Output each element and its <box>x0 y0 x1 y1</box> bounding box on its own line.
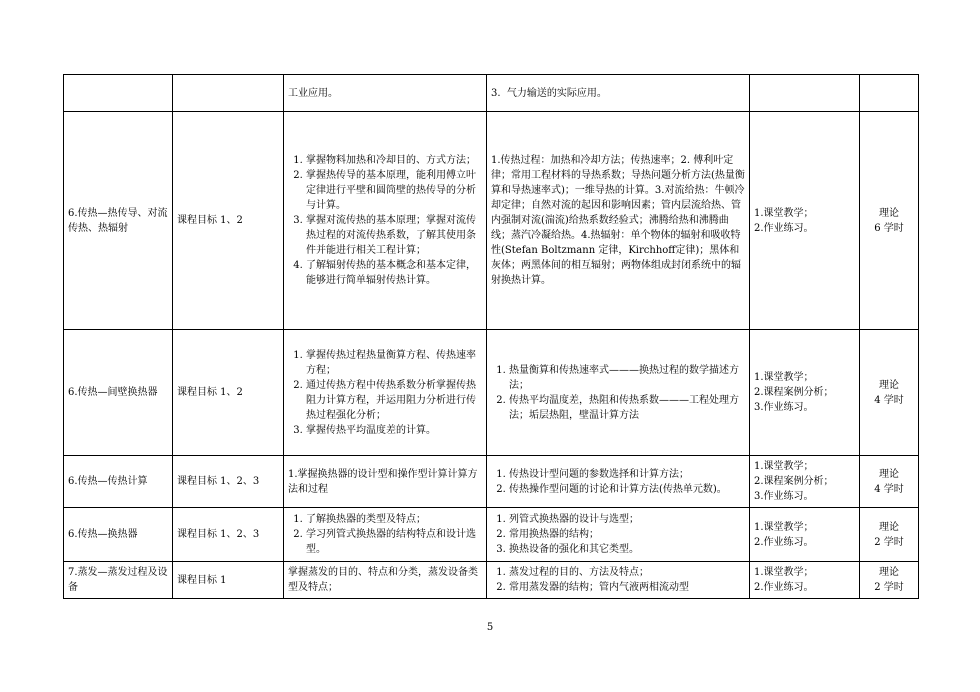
goal-cell <box>173 456 284 508</box>
unit-cell <box>64 456 173 508</box>
objectives-cell <box>284 112 487 330</box>
table-row <box>64 562 919 599</box>
teaching-method: 2.课程案例分析； <box>754 476 834 487</box>
content-list <box>491 565 745 595</box>
objectives-cell <box>284 562 487 599</box>
hours-count: 4 学时 <box>874 483 904 495</box>
course-table <box>63 74 919 599</box>
unit-title: 6.传热—换热器 <box>68 529 138 540</box>
content-cell <box>487 330 750 456</box>
unit-cell <box>64 508 173 562</box>
teaching-method: 1.课堂教学； <box>754 567 814 578</box>
teaching-method: 1.课堂教学； <box>754 521 814 533</box>
hours-cell <box>860 112 919 330</box>
list-item: 3. 掌握传热平均温度差的计算。 <box>306 423 482 438</box>
hours-cell <box>860 330 919 456</box>
teaching-method: 2.作业练习。 <box>754 582 814 593</box>
unit-cell <box>64 330 173 456</box>
content-cell <box>487 75 750 112</box>
list-item: 3. 掌握对流传热的基本原理；掌握对流传热过程的对流传热系数，了解其使用条件并能进行相关工程计算； <box>306 213 482 258</box>
content-list <box>491 467 745 497</box>
objectives-cell <box>284 508 487 562</box>
hours-type: 理论 <box>879 468 899 480</box>
list-item: 1. 蒸发过程的目的、方法及特点； <box>509 565 745 580</box>
hours-cell <box>860 562 919 599</box>
unit-title: 7.蒸发—蒸发过程及设备 <box>68 567 168 593</box>
objectives-text: 1.掌握换热器的设计型和操作型计算计算方法和过程 <box>288 468 478 495</box>
teaching-method: 3.作业练习。 <box>754 402 814 413</box>
content-cell <box>487 456 750 508</box>
objectives-cell <box>284 456 487 508</box>
method-cell <box>750 456 860 508</box>
list-item: 2. 通过传热方程中传热系数分析掌握传热阻力计算方程，并运用阻力分析进行传热过程强化分析； <box>306 378 482 423</box>
goal-cell <box>173 330 284 456</box>
table-row <box>64 330 919 456</box>
content-cell <box>487 508 750 562</box>
list-item: 1. 列管式换热器的设计与选型； <box>509 512 745 527</box>
content-list <box>491 363 745 423</box>
list-item: 2. 掌握热传导的基本原理，能利用傅立叶定律进行平壁和圆筒壁的热传导的分析与计算。 <box>306 168 482 213</box>
objectives-cell <box>284 330 487 456</box>
hours-cell <box>860 456 919 508</box>
method-cell <box>750 112 860 330</box>
teaching-method: 1.课堂教学； <box>754 207 814 219</box>
teaching-method: 2.课程案例分析； <box>754 387 834 398</box>
hours-count: 2 学时 <box>874 582 904 593</box>
unit-cell <box>64 112 173 330</box>
hours-count: 4 学时 <box>874 394 904 406</box>
goal-cell <box>173 508 284 562</box>
list-item: 1. 了解换热器的类型及特点； <box>306 512 482 527</box>
teaching-method: 2.作业练习。 <box>754 222 814 234</box>
objectives-text: 掌握蒸发的目的、特点和分类，蒸发设备类型及特点； <box>288 567 478 593</box>
unit-title: 6.传热—热传导、对流传热、热辐射 <box>68 207 168 234</box>
list-item: 3. 换热设备的强化和其它类型。 <box>509 542 745 557</box>
goal-cell <box>173 112 284 330</box>
list-item: 2. 学习列管式换热器的结构特点和设计选型。 <box>306 527 482 557</box>
unit-cell <box>64 75 173 112</box>
list-item: 1. 掌握物料加热和冷却目的、方式方法； <box>306 153 482 168</box>
hours-count: 6 学时 <box>874 222 904 234</box>
teaching-method: 1.课堂教学； <box>754 461 814 472</box>
course-goal: 课程目标 1、2、3 <box>177 529 260 540</box>
page-number: 5 <box>486 622 494 633</box>
content-text: 1.传热过程：加热和冷却方法；传热速率；2. 傅利叶定律；常用工程材料的导热系数；导热问题分析方法(热量衡算和导热速率式)；一维导热的计算。3.对流给热：牛顿冷却定律；自然对流的起因和影响因素；管内层流给热、管内强制对流(湍流)给热系数经验式；沸腾给热和沸腾曲线；蒸汽冷凝给热。4.热辐射：单个物体的辐射和吸收特性(Stefan Boltzmann 定律，Kirchhoff定律)；黑体和灰体；两黑体间的相互辐射；两物体组成封闭系统中的辐射换热计算。 <box>491 155 745 286</box>
content-cell <box>487 112 750 330</box>
objectives-list <box>288 512 482 557</box>
unit-title: 6.传热—传热计算 <box>68 476 148 487</box>
table-row <box>64 456 919 508</box>
objectives-text: 工业应用。 <box>288 87 338 99</box>
hours-count: 2 学时 <box>874 536 904 548</box>
list-item: 1. 掌握传热过程热量衡算方程、传热速率方程； <box>306 348 482 378</box>
teaching-method: 2.作业练习。 <box>754 536 814 548</box>
list-item: 1. 传热设计型问题的参数选择和计算方法； <box>509 467 745 482</box>
table-row <box>64 112 919 330</box>
course-goal: 课程目标 1、2、3 <box>177 476 260 487</box>
unit-cell <box>64 562 173 599</box>
hours-cell <box>860 75 919 112</box>
course-goal: 课程目标 1、2 <box>177 215 243 226</box>
list-item: 2. 常用换热器的结构； <box>509 527 745 542</box>
content-cell <box>487 562 750 599</box>
objectives-cell <box>284 75 487 112</box>
course-goal: 课程目标 1 <box>177 574 227 586</box>
table-row <box>64 75 919 112</box>
goal-cell <box>173 75 284 112</box>
hours-type: 理论 <box>879 521 899 533</box>
hours-type: 理论 <box>879 207 899 219</box>
list-item: 2. 传热平均温度差，热阻和传热系数———工程处理方法；垢层热阻，壁温计算方法 <box>509 393 745 423</box>
hours-type: 理论 <box>879 379 899 391</box>
method-cell <box>750 562 860 599</box>
table-row <box>64 508 919 562</box>
list-item: 4. 了解辐射传热的基本概念和基本定律，能够进行简单辐射传热计算。 <box>306 258 482 288</box>
method-cell <box>750 508 860 562</box>
hours-type: 理论 <box>879 567 899 578</box>
course-goal: 课程目标 1、2 <box>177 387 243 398</box>
objectives-list <box>288 153 482 288</box>
hours-cell <box>860 508 919 562</box>
list-item: 2. 常用蒸发器的结构；管内气液两相流动型 <box>509 580 745 595</box>
goal-cell <box>173 562 284 599</box>
teaching-method: 1.课堂教学； <box>754 372 814 383</box>
teaching-method: 3.作业练习。 <box>754 491 814 502</box>
method-cell <box>750 330 860 456</box>
unit-title: 6.传热—间壁换热器 <box>68 387 158 398</box>
content-list <box>491 512 745 557</box>
list-item: 2. 传热操作型问题的讨论和计算方法(传热单元数)。 <box>509 482 745 497</box>
method-cell <box>750 75 860 112</box>
list-item: 1. 热量衡算和传热速率式———换热过程的数学描述方法； <box>509 363 745 393</box>
content-text: 3. 气力输送的实际应用。 <box>491 87 607 99</box>
objectives-list <box>288 348 482 438</box>
